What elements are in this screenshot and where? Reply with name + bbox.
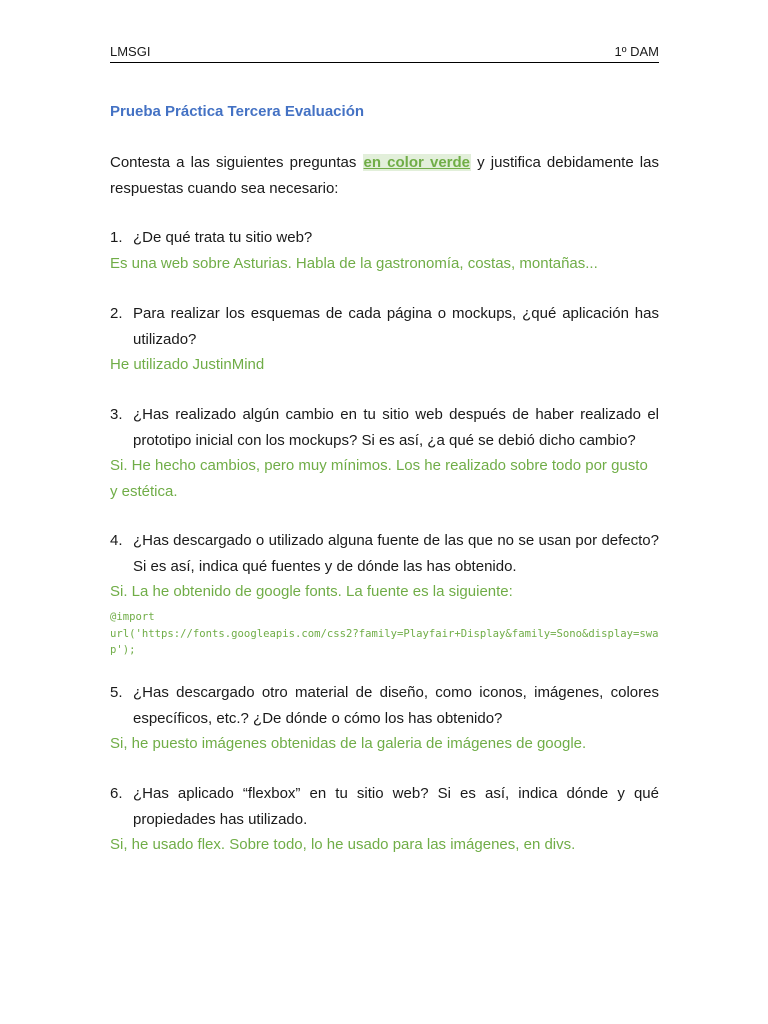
header-course: 1º DAM	[614, 44, 659, 59]
question-text: ¿Has descargado o utilizado alguna fuente de las que no se usan por defecto? Si es así, indica qué fuentes y de dónde las has obtenido.	[133, 532, 659, 575]
question-text: ¿De qué trata tu sitio web?	[133, 229, 313, 246]
question-1	[110, 225, 659, 251]
code-snippet: @import url('https://fonts.googleapis.com/css2?family=Playfair+Display&family=Sono&display=swap');	[110, 611, 659, 656]
question-number: 1.	[110, 229, 123, 246]
intro-text-after: y justifica debidamente las respuestas cuando sea necesario:	[110, 154, 659, 197]
answer-5: Si, he puesto imágenes obtenidas de la galeria de imágenes de google.	[110, 735, 587, 752]
question-number: 3.	[110, 406, 123, 423]
question-text: Para realizar los esquemas de cada página o mockups, ¿qué aplicación has utilizado?	[133, 305, 659, 348]
question-number: 2.	[110, 305, 123, 322]
question-4	[110, 528, 659, 579]
answer-3: Si. He hecho cambios, pero muy mínimos. Los he realizado sobre todo por gusto y estética.	[110, 457, 648, 500]
question-number: 4.	[110, 532, 123, 549]
page-header	[110, 44, 659, 63]
document-title: Prueba Práctica Tercera Evaluación	[110, 103, 365, 120]
answer-2: He utilizado JustinMind	[110, 356, 265, 373]
answer-4: Si. La he obtenido de google fonts. La fuente es la siguiente:	[110, 583, 513, 600]
question-6	[110, 781, 659, 832]
question-3	[110, 402, 659, 453]
question-2	[110, 301, 659, 352]
header-subject: LMSGI	[110, 44, 151, 59]
question-text: ¿Has descargado otro material de diseño, como iconos, imágenes, colores específicos, etc.? ¿De dónde o cómo los has obtenido?	[133, 684, 659, 727]
intro-text-before: Contesta a las siguientes preguntas	[110, 154, 363, 171]
answer-6: Si, he usado flex. Sobre todo, lo he usado para las imágenes, en divs.	[110, 836, 576, 853]
intro-paragraph	[110, 150, 659, 201]
question-text: ¿Has aplicado “flexbox” en tu sitio web? Si es así, indica dónde y qué propiedades has utilizado.	[133, 785, 659, 828]
question-number: 6.	[110, 785, 123, 802]
question-5	[110, 680, 659, 731]
question-number: 5.	[110, 684, 123, 701]
answer-1: Es una web sobre Asturias. Habla de la gastronomía, costas, montañas...	[110, 255, 598, 272]
intro-highlight: en color verde	[363, 154, 470, 171]
question-text: ¿Has realizado algún cambio en tu sitio web después de haber realizado el prototipo inicial con los mockups? Si es así, ¿a qué se debió dicho cambio?	[133, 406, 659, 449]
